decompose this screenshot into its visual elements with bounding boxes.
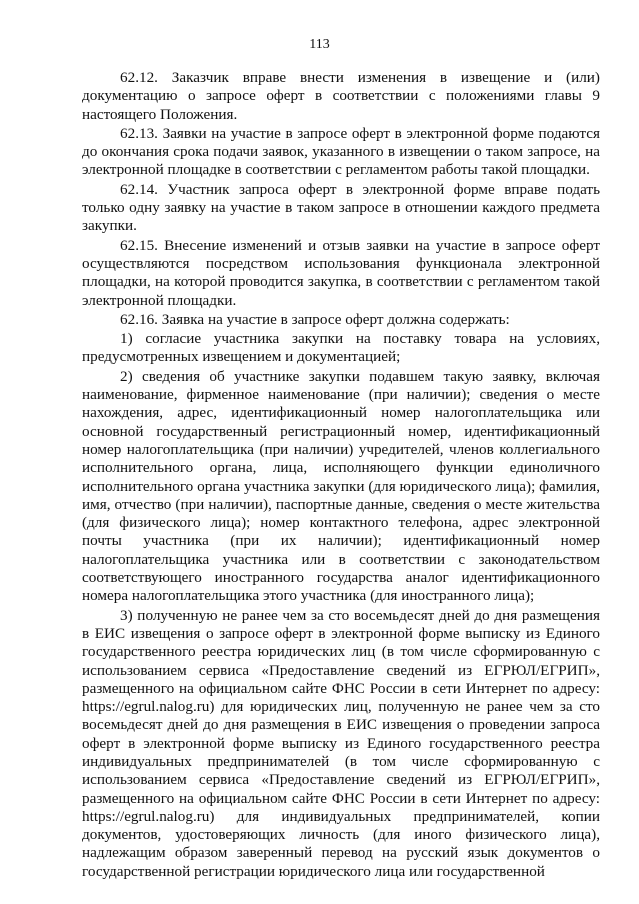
paragraph-62-13: 62.13. Заявки на участие в запросе оферт в электронной форме подаются до окончания срока подачи заявок, указанного в извещении о таком запросе, на электронной площадке в соответствии с регламентом работы такой площадки.: [82, 124, 600, 179]
paragraph-62-14: 62.14. Участник запроса оферт в электронной форме вправе подать только одну заявку на участие в таком запросе в отношении каждого предмета закупки.: [82, 180, 600, 235]
paragraph-62-15: 62.15. Внесение изменений и отзыв заявки на участие в запросе оферт осуществляются посредством использования функционала электронной площадки, на которой проводится закупка, в соответствии с регламентом такой электронной площадки.: [82, 236, 600, 309]
list-item-3: 3) полученную не ранее чем за сто восемьдесят дней до дня размещения в ЕИС извещения о запросе оферт в электронной форме выписку из Единого государственного реестра юридических лиц (в том числе сформированную с использованием сервиса «Предоставление сведений из ЕГРЮЛ/ЕГРИП», размещенного на официальном сайте ФНС России в сети Интернет по адресу: https://egrul.nalog.ru) для юридических лиц, полученную не ранее чем за сто восемьдесят дней до дня размещения в ЕИС извещения о проведении запроса оферт в электронной форме выписку из Единого государственного реестра индивидуальных предпринимателей (в том числе сформированную с использованием сервиса «Предоставление сведений из ЕГРЮЛ/ЕГРИП», размещенного на официальном сайте ФНС России в сети Интернет по адресу: https://egrul.nalog.ru) для индивидуальных предпринимателей, копии документов, удостоверяющих личность (для иного физического лица), надлежащим образом заверенный перевод на русский язык документов о государственной регистрации юридического лица или государственной: [82, 606, 600, 880]
document-body: [82, 69, 600, 881]
paragraph-62-16: 62.16. Заявка на участие в запросе оферт должна содержать:: [120, 310, 510, 328]
list-item-1: 1) согласие участника закупки на поставку товара на условиях, предусмотренных извещением и документацией;: [82, 330, 600, 366]
list-item-2: 2) сведения об участнике закупки подавшем такую заявку, включая наименование, фирменное наименование (при наличии); сведения о месте нахождения, адрес, идентификационный номер налогоплательщика или основной государственный регистрационный номер, идентификационный номер налогоплательщика (при наличии) учредителей, членов коллегиального исполнительного органа, лица, исполняющего функции единоличного исполнительного органа участника закупки (для юридического лица); фамилия, имя, отчество (при наличии), паспортные данные, сведения о месте жительства (для физического лица); номер контактного телефона, адрес электронной почты участника (при их наличии); идентификационный номер налогоплательщика участника или в соответствии с законодательством соответствующего иностранного государства аналог идентификационного номера налогоплательщика этого участника (для иностранного лица);: [82, 367, 600, 605]
paragraph-62-12: 62.12. Заказчик вправе внести изменения в извещение и (или) документацию о запросе оферт в соответствии с положениями главы 9 настоящего Положения.: [82, 69, 600, 123]
page-number: 113: [309, 37, 330, 52]
